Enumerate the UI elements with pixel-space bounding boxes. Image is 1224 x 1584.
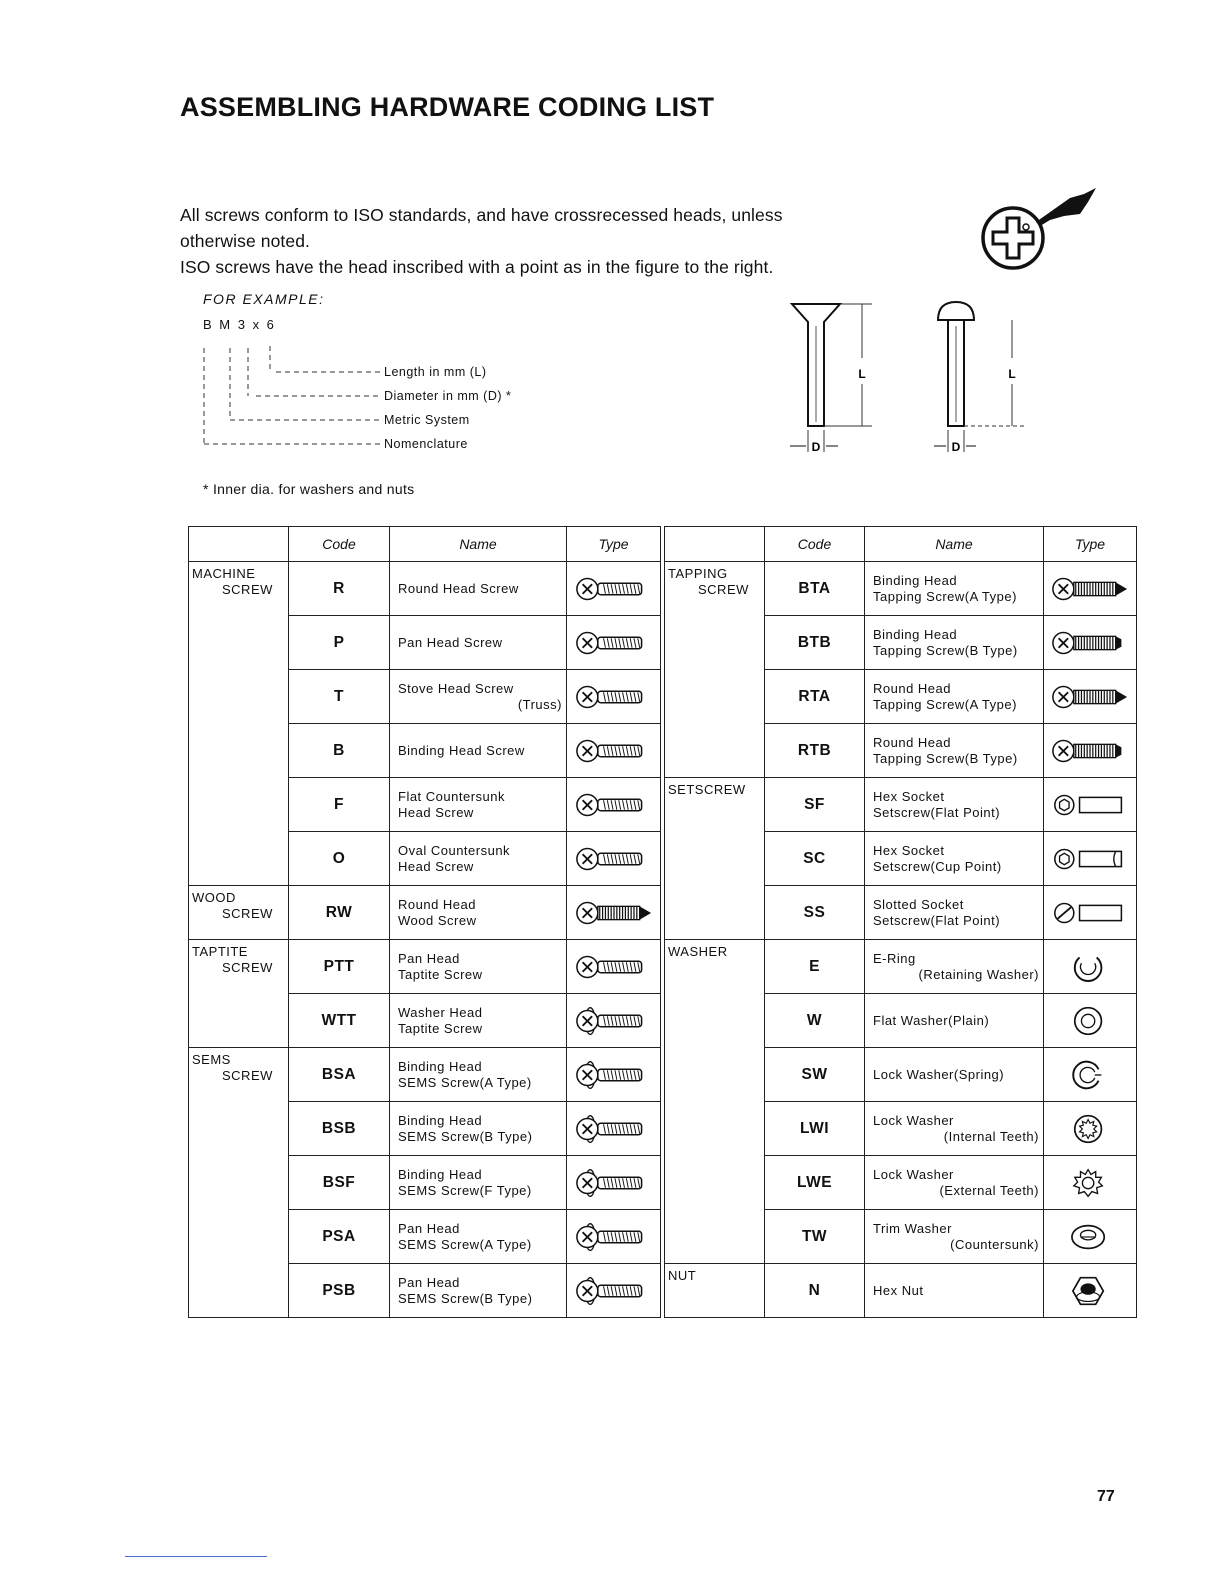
name-cell <box>390 562 567 616</box>
name-cell <box>390 940 567 994</box>
code-cell: R <box>289 562 390 616</box>
name-line: Stove Head Screw <box>398 680 514 696</box>
category-label: SCREW <box>222 1068 273 1083</box>
name-line: Pan Head <box>398 1220 460 1236</box>
type-cell <box>567 832 661 886</box>
page-number: 77 <box>1097 1488 1115 1505</box>
footer-rule <box>125 1556 267 1557</box>
name-line: Head Screw <box>398 804 474 820</box>
name-line: Tapping Screw(B Type) <box>873 750 1018 766</box>
tapping-screw-b-icon <box>1051 627 1129 659</box>
name-cell <box>865 1264 1044 1318</box>
legend-leader-lines <box>200 340 400 455</box>
flat-washer-icon <box>1051 1005 1129 1037</box>
name-line: E-Ring <box>873 950 916 966</box>
type-cell <box>567 886 661 940</box>
name-line: Lock Washer <box>873 1112 954 1128</box>
type-cell <box>567 994 661 1048</box>
name-line: Slotted Socket <box>873 896 964 912</box>
name-cell <box>865 724 1044 778</box>
type-cell <box>567 940 661 994</box>
name-line: (Truss) <box>517 696 562 712</box>
name-line: (External Teeth) <box>939 1182 1039 1198</box>
category-label: WASHER <box>668 944 728 959</box>
name-line: Head Screw <box>398 858 474 874</box>
table-row <box>665 940 1137 994</box>
type-cell <box>1044 1048 1137 1102</box>
legend-nomenclature: Nomenclature <box>384 437 468 451</box>
flat-length-label: L <box>858 367 866 381</box>
name-cell <box>390 670 567 724</box>
name-line: SEMS Screw(A Type) <box>398 1074 532 1090</box>
slotted-setscrew-icon <box>1051 897 1129 929</box>
name-line: SEMS Screw(F Type) <box>398 1182 532 1198</box>
category-cell <box>665 940 765 1264</box>
name-cell <box>390 1210 567 1264</box>
type-cell <box>1044 1102 1137 1156</box>
code-cell: N <box>765 1264 865 1318</box>
name-cell <box>865 670 1044 724</box>
round-length-label: L <box>1008 367 1016 381</box>
code-cell: E <box>765 940 865 994</box>
name-line: Lock Washer <box>873 1166 954 1182</box>
table-row <box>665 778 1137 832</box>
pan-head-screw-icon <box>575 627 653 659</box>
name-line: Pan Head Screw <box>398 634 503 650</box>
binding-head-screw-icon <box>575 735 653 767</box>
name-line: Lock Washer(Spring) <box>873 1066 1005 1082</box>
type-cell <box>567 670 661 724</box>
name-line: Flat Countersunk <box>398 788 505 804</box>
category-cell <box>189 1048 289 1318</box>
name-cell <box>390 886 567 940</box>
name-line: Washer Head <box>398 1004 483 1020</box>
sems-screw-a-icon <box>575 1059 653 1091</box>
header-category <box>189 527 289 562</box>
hardware-table-left <box>188 526 661 1318</box>
example-code: B M 3 x 6 <box>203 317 276 332</box>
code-cell: LWE <box>765 1156 865 1210</box>
name-line: (Countersunk) <box>950 1236 1039 1252</box>
code-cell: RTB <box>765 724 865 778</box>
type-cell <box>1044 562 1137 616</box>
name-cell <box>865 616 1044 670</box>
iso-screw-head-icon <box>978 184 1100 280</box>
name-line: Round Head <box>398 896 476 912</box>
name-line: SEMS Screw(A Type) <box>398 1236 532 1252</box>
code-cell: O <box>289 832 390 886</box>
name-line: Tapping Screw(A Type) <box>873 588 1017 604</box>
name-line: (Internal Teeth) <box>943 1128 1039 1144</box>
table-row <box>189 562 661 616</box>
name-line: Binding Head <box>398 1058 483 1074</box>
category-label: SCREW <box>222 960 273 975</box>
name-line: Flat Washer(Plain) <box>873 1012 990 1028</box>
name-cell <box>865 562 1044 616</box>
name-line: Tapping Screw(A Type) <box>873 696 1017 712</box>
name-cell <box>390 1156 567 1210</box>
type-cell <box>1044 1210 1137 1264</box>
type-cell <box>1044 832 1137 886</box>
type-cell <box>567 1210 661 1264</box>
code-cell: SW <box>765 1048 865 1102</box>
code-cell: PSB <box>289 1264 390 1318</box>
page-title: ASSEMBLING HARDWARE CODING LIST <box>180 92 715 122</box>
table-row <box>189 940 661 994</box>
round-head-screw-icon <box>575 573 653 605</box>
spring-lock-washer-icon <box>1051 1059 1129 1091</box>
header-code: Code <box>765 527 865 562</box>
type-cell <box>567 724 661 778</box>
name-line: Binding Head <box>873 626 958 642</box>
code-cell: WTT <box>289 994 390 1048</box>
type-cell <box>1044 616 1137 670</box>
hex-nut-icon <box>1051 1275 1129 1307</box>
name-line: SEMS Screw(B Type) <box>398 1290 533 1306</box>
name-line: Setscrew(Cup Point) <box>873 858 1002 874</box>
name-line: Binding Head <box>398 1166 483 1182</box>
category-cell <box>189 886 289 940</box>
name-cell <box>865 1210 1044 1264</box>
name-cell <box>865 1102 1044 1156</box>
name-cell <box>390 616 567 670</box>
hardware-table-right <box>664 526 1137 1318</box>
pan-sems-screw-a-icon <box>575 1221 653 1253</box>
type-cell <box>1044 994 1137 1048</box>
name-cell <box>390 1264 567 1318</box>
pan-taptite-screw-icon <box>575 951 653 983</box>
name-line: Trim Washer <box>873 1220 952 1236</box>
code-cell: BSF <box>289 1156 390 1210</box>
sems-screw-b-icon <box>575 1113 653 1145</box>
name-cell <box>390 724 567 778</box>
type-cell <box>1044 724 1137 778</box>
category-cell <box>189 562 289 886</box>
code-cell: PSA <box>289 1210 390 1264</box>
name-line: Hex Socket <box>873 788 945 804</box>
table-row <box>665 562 1137 616</box>
code-cell: BTA <box>765 562 865 616</box>
round-tapping-screw-a-icon <box>1051 681 1129 713</box>
category-label: SCREW <box>222 906 273 921</box>
category-label: SCREW <box>222 582 273 597</box>
name-line: Round Head Screw <box>398 580 519 596</box>
table-row <box>665 1264 1137 1318</box>
e-ring-icon <box>1051 951 1129 983</box>
type-cell <box>567 562 661 616</box>
category-label: NUT <box>668 1268 697 1283</box>
code-cell: BTB <box>765 616 865 670</box>
category-cell <box>665 562 765 778</box>
type-cell <box>1044 670 1137 724</box>
type-cell <box>567 1264 661 1318</box>
legend-metric: Metric System <box>384 413 470 427</box>
name-line: Binding Head <box>873 572 958 588</box>
type-cell <box>567 1048 661 1102</box>
name-line: Round Head <box>873 680 951 696</box>
category-cell <box>665 1264 765 1318</box>
intro-line-1: All screws conform to ISO standards, and have crossrecessed heads, unless <box>180 205 783 225</box>
name-line: Hex Socket <box>873 842 945 858</box>
code-cell: BSB <box>289 1102 390 1156</box>
type-cell <box>567 778 661 832</box>
round-diameter-label: D <box>951 440 961 454</box>
category-label: SEMS <box>192 1052 231 1067</box>
name-line: Taptite Screw <box>398 1020 483 1036</box>
for-example-heading: FOR EXAMPLE: <box>203 291 325 307</box>
header-category <box>665 527 765 562</box>
flat-countersunk-screw-icon <box>575 789 653 821</box>
legend-length: Length in mm (L) <box>384 365 487 379</box>
inner-dia-note: * Inner dia. for washers and nuts <box>203 481 415 497</box>
name-cell <box>865 832 1044 886</box>
code-cell: BSA <box>289 1048 390 1102</box>
stove-head-screw-icon <box>575 681 653 713</box>
hex-setscrew-flat-icon <box>1051 789 1129 821</box>
type-cell <box>1044 778 1137 832</box>
code-cell: F <box>289 778 390 832</box>
table-row <box>189 1048 661 1102</box>
name-line: Round Head <box>873 734 951 750</box>
tapping-screw-a-icon <box>1051 573 1129 605</box>
table-row <box>189 886 661 940</box>
code-cell: T <box>289 670 390 724</box>
internal-tooth-washer-icon <box>1051 1113 1129 1145</box>
name-line: (Retaining Washer) <box>918 966 1039 982</box>
name-line: Taptite Screw <box>398 966 483 982</box>
legend-diameter: Diameter in mm (D) * <box>384 389 512 403</box>
intro-line-2: otherwise noted. <box>180 231 311 251</box>
name-line: Pan Head <box>398 1274 460 1290</box>
name-cell <box>390 778 567 832</box>
name-line: Hex Nut <box>873 1282 924 1298</box>
type-cell <box>1044 1264 1137 1318</box>
name-line: Binding Head <box>398 1112 483 1128</box>
type-cell <box>567 1102 661 1156</box>
category-label: SCREW <box>698 582 749 597</box>
header-name: Name <box>390 527 567 562</box>
type-cell <box>567 1156 661 1210</box>
category-label: TAPTITE <box>192 944 248 959</box>
name-cell <box>390 1048 567 1102</box>
category-cell <box>665 778 765 940</box>
round-tapping-screw-b-icon <box>1051 735 1129 767</box>
type-cell <box>1044 1156 1137 1210</box>
flat-head-dimension-diagram <box>780 296 900 458</box>
hex-setscrew-cup-icon <box>1051 843 1129 875</box>
category-label: WOOD <box>192 890 236 905</box>
round-head-dimension-diagram <box>920 296 1030 458</box>
name-line: Oval Countersunk <box>398 842 511 858</box>
name-line: Pan Head <box>398 950 460 966</box>
trim-washer-icon <box>1051 1221 1129 1253</box>
oval-countersunk-screw-icon <box>575 843 653 875</box>
name-cell <box>865 940 1044 994</box>
code-cell: LWI <box>765 1102 865 1156</box>
header-type: Type <box>567 527 661 562</box>
washer-taptite-screw-icon <box>575 1005 653 1037</box>
category-label: MACHINE <box>192 566 256 581</box>
code-cell: SS <box>765 886 865 940</box>
name-cell <box>390 1102 567 1156</box>
header-code: Code <box>289 527 390 562</box>
intro-line-3: ISO screws have the head inscribed with a point as in the figure to the right. <box>180 257 774 277</box>
header-type: Type <box>1044 527 1137 562</box>
code-cell: PTT <box>289 940 390 994</box>
code-cell: TW <box>765 1210 865 1264</box>
sems-screw-f-icon <box>575 1167 653 1199</box>
name-cell <box>865 1048 1044 1102</box>
code-cell: SF <box>765 778 865 832</box>
name-line: Wood Screw <box>398 912 477 928</box>
name-line: Setscrew(Flat Point) <box>873 804 1001 820</box>
pan-sems-screw-b-icon <box>575 1275 653 1307</box>
name-cell <box>390 832 567 886</box>
wood-screw-icon <box>575 897 653 929</box>
name-cell <box>865 1156 1044 1210</box>
category-cell <box>189 940 289 1048</box>
name-cell <box>865 886 1044 940</box>
category-label: SETSCREW <box>668 782 746 797</box>
code-cell: W <box>765 994 865 1048</box>
code-cell: RTA <box>765 670 865 724</box>
name-cell <box>865 994 1044 1048</box>
name-cell <box>390 994 567 1048</box>
code-cell: RW <box>289 886 390 940</box>
external-tooth-washer-icon <box>1051 1167 1129 1199</box>
name-line: Tapping Screw(B Type) <box>873 642 1018 658</box>
type-cell <box>1044 886 1137 940</box>
name-line: Setscrew(Flat Point) <box>873 912 1001 928</box>
type-cell <box>567 616 661 670</box>
name-cell <box>865 778 1044 832</box>
category-label: TAPPING <box>668 566 728 581</box>
name-line: Binding Head Screw <box>398 742 525 758</box>
type-cell <box>1044 940 1137 994</box>
code-cell: B <box>289 724 390 778</box>
code-cell: P <box>289 616 390 670</box>
code-cell: SC <box>765 832 865 886</box>
header-name: Name <box>865 527 1044 562</box>
flat-diameter-label: D <box>811 440 821 454</box>
name-line: SEMS Screw(B Type) <box>398 1128 533 1144</box>
